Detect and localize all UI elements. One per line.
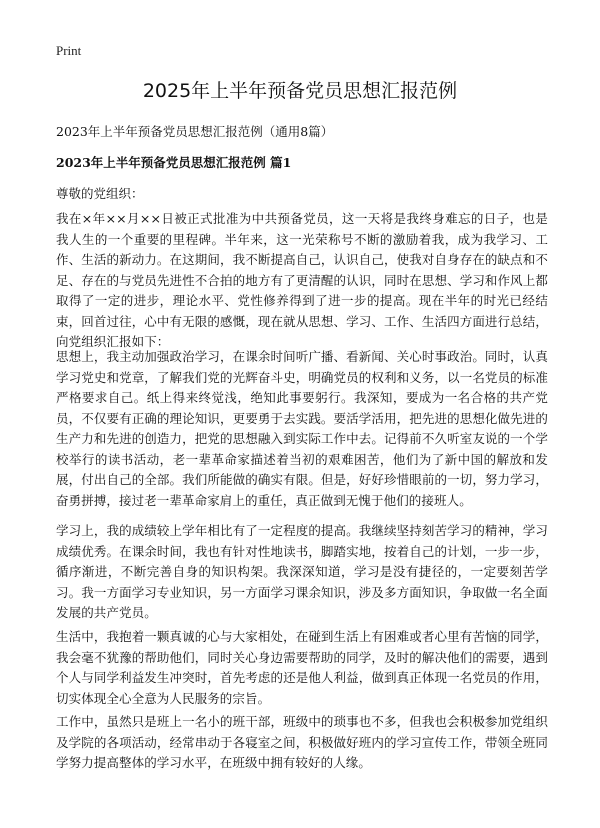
document-subtitle: 2023年上半年预备党员思想汇报范例（通用8篇） [56,124,334,139]
body-paragraph-life: 生活中，我抱着一颗真诚的心与大家相处，在碰到生活上有困难或者心里有苦恼的同学，我会毫不犹豫的帮助他们，同时关心身边需要帮助的同学，及时的解决他们的需要，遇到个人与同学利益发生冲突时，首先考虑的还是他人利益，做到真正体现一名党员的作用，切实体现全心全意为人民服务的宗旨。 [56,629,548,706]
body-paragraph-intro: 我在×年××月××日被正式批准为中共预备党员，这一天将是我终身难忘的日子，也是我人生的一个重要的里程碑。半年来，这一光荣称号不断的激励着我，成为我学习、工作、生活的新动力。在这期间，我不断提高自己，认识自己，使我对自身存在的缺点和不足、存在的与党员先进性不合拍的地方有了更清醒的认识，同时在思想、学习和作风上都取得了一定的进步，理论水平、党性修养得到了进一步的提高。现在半年的时光已经结束，回首过往，心中有无限的感慨，现在就从思想、学习、工作、生活四方面进行总结，向党组织汇报如下： [56,211,548,349]
body-paragraph-thought: 思想上，我主动加强政治学习，在课余时间听广播、看新闻、关心时事政治。同时，认真学习党史和党章，了解我们党的光辉奋斗史，明确党员的权利和义务，以一名党员的标准严格要求自己。纸上得来终觉浅，绝知此事要躬行。我深知，要成为一名合格的共产党员，不仅要有正确的理论知识，更要勇于去实践。要活学活用，把先进的思想化做先进的生产力和先进的创造力，把党的思想融入到实际工作中去。记得前不久听室友说的一个学校举行的读书活动，老一辈革命家描述着当初的艰难困苦，他们为了新中国的解放和发展，付出自己的全部。我们所能做的确实有限。但是，好好珍惜眼前的一切，努力学习，奋勇拼搏，接过老一辈革命家肩上的重任，真正做到无愧于他们的接班人。 [56,349,548,508]
body-paragraph-work: 工作中，虽然只是班上一名小的班干部，班级中的琐事也不多，但我也会积极参加党组织及学院的各项活动，经常串动于各寝室之间，积极做好班内的学习宣传工作，带领全班同学努力提高整体的学习水平，在班级中拥有较好的人缘。 [56,714,548,770]
page-title: 2025年上半年预备党员思想汇报范例 [142,80,458,102]
salutation: 尊敬的党组织： [56,186,144,201]
print-link[interactable]: Print [56,43,82,58]
section-heading: 2023年上半年预备党员思想汇报范例 篇1 [56,155,292,170]
body-paragraph-study: 学习上，我的成绩较上学年相比有了一定程度的提高。我继续坚持刻苦学习的精神，学习成绩优秀。在课余时间，我也有针对性地读书，脚踏实地，按着自己的计划，一步一步，循序渐进，不断完善自身的知识构架。我深深知道，学习是没有捷径的，一定要刻苦学习。我一方面学习专业知识，另一方面学习课余知识，涉及多方面知识，争取做一名全面发展的共产党员。 [56,523,548,620]
